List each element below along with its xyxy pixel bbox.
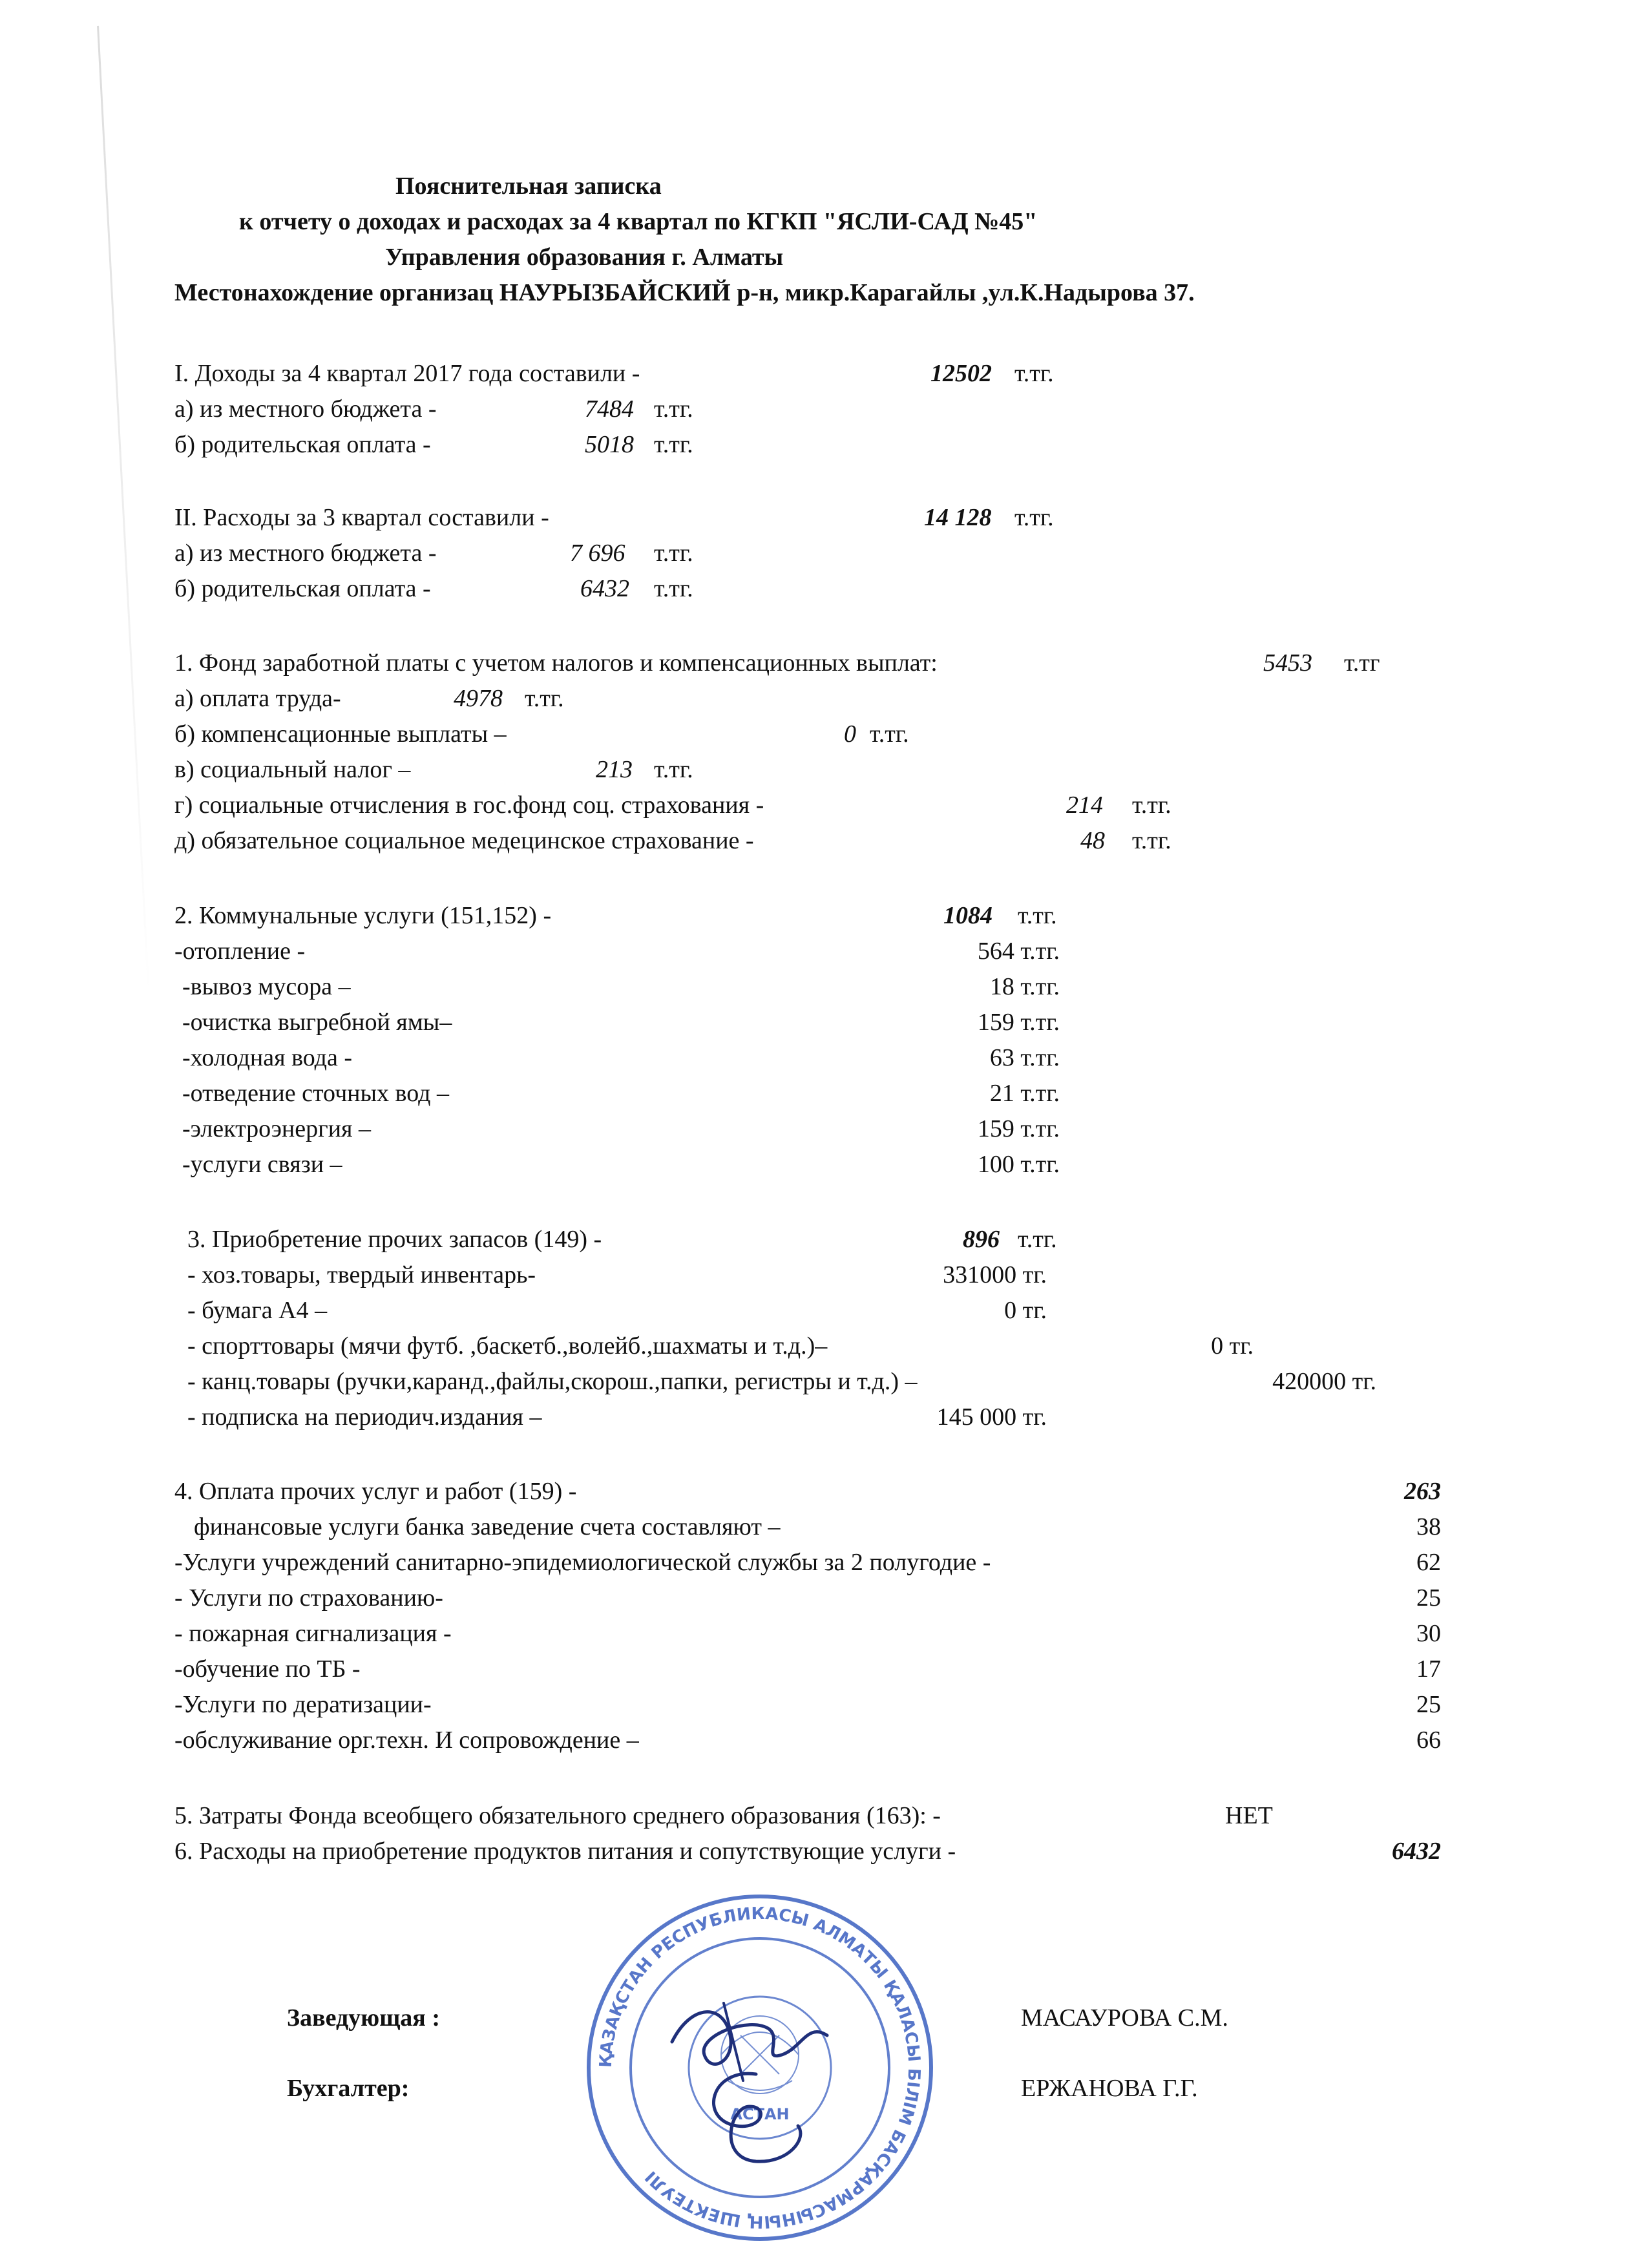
svg-text:ҚАЗАҚСТАН РЕСПУБЛИКАСЫ АЛМАТЫ: ҚАЗАҚСТАН РЕСПУБЛИКАСЫ АЛМАТЫ ҚАЛАСЫ БІЛІМ БАСҚАРМАСЫНЫҢ ШЕКТЕУЛІ bbox=[596, 1904, 924, 2232]
expenses-b-label: б) родительская оплата - bbox=[174, 575, 431, 602]
accountant-signature-label: Бухгалтер: bbox=[287, 2075, 410, 2102]
income-b-unit: т.тг. bbox=[654, 431, 693, 458]
payroll-item-unit: т.тг. bbox=[1132, 827, 1171, 854]
expenses-total: 14 128 bbox=[924, 504, 992, 531]
document-title: Пояснительная записка bbox=[395, 173, 662, 200]
expenses-a-label: а) из местного бюджета - bbox=[174, 540, 437, 567]
supplies-total-unit: т.тг. bbox=[1018, 1226, 1057, 1253]
service-item-value: 17 bbox=[1416, 1655, 1441, 1683]
income-label: I. Доходы за 4 квартал 2017 года составили - bbox=[174, 360, 640, 387]
svg-text:АСТАН: АСТАН bbox=[730, 2105, 790, 2123]
header-line-3: Управления образования г. Алматы bbox=[385, 244, 784, 271]
header-line-4: Местонахождение организац НАУРЫЗБАЙСКИЙ р-н, микр.Карагайлы ,ул.К.Надырова 37. bbox=[174, 279, 1195, 306]
payroll-item-value: 0 bbox=[844, 720, 856, 748]
supply-item-value: 145 000 тг. bbox=[936, 1403, 1047, 1431]
supply-item-value: 331000 тг. bbox=[943, 1261, 1047, 1288]
utility-item-value: 159 т.тг. bbox=[977, 1009, 1060, 1036]
utility-item-label: -холодная вода - bbox=[182, 1044, 353, 1071]
accountant-signature bbox=[659, 2048, 827, 2178]
income-a-unit: т.тг. bbox=[654, 395, 693, 423]
supply-item-label: - подписка на периодич.издания – bbox=[187, 1403, 542, 1431]
payroll-item-unit: т.тг. bbox=[870, 720, 909, 748]
utility-item-label: -услуги связи – bbox=[182, 1151, 342, 1178]
accountant-name: ЕРЖАНОВА Г.Г. bbox=[1021, 2075, 1198, 2102]
income-a-value: 7484 bbox=[585, 395, 634, 423]
supply-item-label: - спорттовары (мячи футб. ,баскетб.,волейб.,шахматы и т.д.)– bbox=[187, 1332, 828, 1360]
utilities-total: 1084 bbox=[943, 902, 993, 929]
payroll-item-label: г) социальные отчисления в гос.фонд соц. страхования - bbox=[174, 792, 764, 819]
payroll-item-label: д) обязательное социальное медецинское страхование - bbox=[174, 827, 754, 854]
payroll-label: 1. Фонд заработной платы с учетом налогов и компенсационных выплат: bbox=[174, 649, 938, 677]
service-item-label: - пожарная сигнализация - bbox=[174, 1620, 452, 1647]
service-item-label: -обслуживание орг.техн. И сопровождение – bbox=[174, 1727, 639, 1754]
supplies-total: 896 bbox=[963, 1226, 1000, 1253]
utility-item-value: 564 т.тг. bbox=[977, 938, 1060, 965]
expenses-b-unit: т.тг. bbox=[654, 575, 693, 602]
service-item-value: 30 bbox=[1416, 1620, 1441, 1647]
services-label: 4. Оплата прочих услуг и работ (159) - bbox=[174, 1478, 577, 1505]
payroll-item-value: 214 bbox=[1066, 792, 1103, 819]
service-item-value: 25 bbox=[1416, 1584, 1441, 1612]
supply-item-label: - бумага А4 – bbox=[187, 1297, 328, 1324]
food-value: 6432 bbox=[1392, 1838, 1441, 1865]
payroll-item-label: а) оплата труда- bbox=[174, 685, 341, 712]
service-item-label: финансовые услуги банка заведение счета составляют – bbox=[194, 1513, 781, 1540]
utility-item-label: -отопление - bbox=[174, 938, 306, 965]
service-item-label: -Услуги по дератизации- bbox=[174, 1691, 432, 1718]
payroll-total: 5453 bbox=[1263, 649, 1312, 677]
expenses-a-unit: т.тг. bbox=[654, 540, 693, 567]
expenses-label: II. Расходы за 3 квартал составили - bbox=[174, 504, 549, 531]
header-line-2: к отчету о доходах и расходах за 4 квартал по КГКП "ЯСЛИ-САД №45" bbox=[239, 208, 1038, 235]
supply-item-label: - канц.товары (ручки,каранд.,файлы,скорош.,папки, регистры и т.д.) – bbox=[187, 1368, 918, 1395]
services-total: 263 bbox=[1404, 1478, 1441, 1505]
payroll-item-label: в) социальный налог – bbox=[174, 756, 411, 783]
payroll-item-value: 213 bbox=[596, 756, 633, 783]
education-fund-value: НЕТ bbox=[1225, 1802, 1273, 1829]
income-total-unit: т.тг. bbox=[1014, 360, 1054, 387]
education-fund-label: 5. Затраты Фонда всеобщего обязательного среднего образования (163): - bbox=[174, 1802, 941, 1829]
supply-item-value: 0 тг. bbox=[1004, 1297, 1047, 1324]
payroll-item-unit: т.тг. bbox=[654, 756, 693, 783]
supply-item-label: - хоз.товары, твердый инвентарь- bbox=[187, 1261, 536, 1288]
utility-item-label: -очистка выгребной ямы– bbox=[182, 1009, 452, 1036]
payroll-item-unit: т.тг. bbox=[1132, 792, 1171, 819]
income-total: 12502 bbox=[930, 360, 992, 387]
income-b-label: б) родительская оплата - bbox=[174, 431, 431, 458]
expenses-a-value: 7 696 bbox=[570, 540, 625, 567]
utility-item-value: 159 т.тг. bbox=[977, 1115, 1060, 1142]
utility-item-label: -отведение сточных вод – bbox=[182, 1080, 449, 1107]
supply-item-value: 420000 тг. bbox=[1272, 1368, 1376, 1395]
expenses-total-unit: т.тг. bbox=[1014, 504, 1054, 531]
income-b-value: 5018 bbox=[585, 431, 634, 458]
page-edge-shadow bbox=[97, 26, 149, 994]
utilities-label: 2. Коммунальные услуги (151,152) - bbox=[174, 902, 552, 929]
utility-item-value: 100 т.тг. bbox=[977, 1151, 1060, 1178]
service-item-label: -обучение по ТБ - bbox=[174, 1655, 361, 1683]
supply-item-value: 0 тг. bbox=[1211, 1332, 1254, 1360]
payroll-item-value: 4978 bbox=[454, 685, 503, 712]
service-item-value: 25 bbox=[1416, 1691, 1441, 1718]
service-item-label: - Услуги по страхованию- bbox=[174, 1584, 443, 1612]
expenses-b-value: 6432 bbox=[580, 575, 629, 602]
food-label: 6. Расходы на приобретение продуктов питания и сопутствующие услуги - bbox=[174, 1838, 956, 1865]
utility-item-value: 63 т.тг. bbox=[989, 1044, 1060, 1071]
income-a-label: а) из местного бюджета - bbox=[174, 395, 437, 423]
utilities-total-unit: т.тг. bbox=[1018, 902, 1057, 929]
utility-item-label: -электроэнергия – bbox=[182, 1115, 372, 1142]
payroll-item-value: 48 bbox=[1080, 827, 1105, 854]
service-item-value: 38 bbox=[1416, 1513, 1441, 1540]
utility-item-label: -вывоз мусора – bbox=[182, 973, 351, 1000]
payroll-total-unit: т.тг bbox=[1344, 649, 1380, 677]
utility-item-value: 18 т.тг. bbox=[989, 973, 1060, 1000]
supplies-label: 3. Приобретение прочих запасов (149) - bbox=[187, 1226, 602, 1253]
service-item-value: 62 bbox=[1416, 1549, 1441, 1576]
service-item-label: -Услуги учреждений санитарно-эпидемиологической службы за 2 полугодие - bbox=[174, 1549, 991, 1576]
head-signature-label: Заведующая : bbox=[287, 2004, 440, 2032]
payroll-item-unit: т.тг. bbox=[525, 685, 564, 712]
payroll-item-label: б) компенсационные выплаты – bbox=[174, 720, 507, 748]
service-item-value: 66 bbox=[1416, 1727, 1441, 1754]
head-name: МАСАУРОВА С.М. bbox=[1021, 2004, 1228, 2032]
utility-item-value: 21 т.тг. bbox=[989, 1080, 1060, 1107]
